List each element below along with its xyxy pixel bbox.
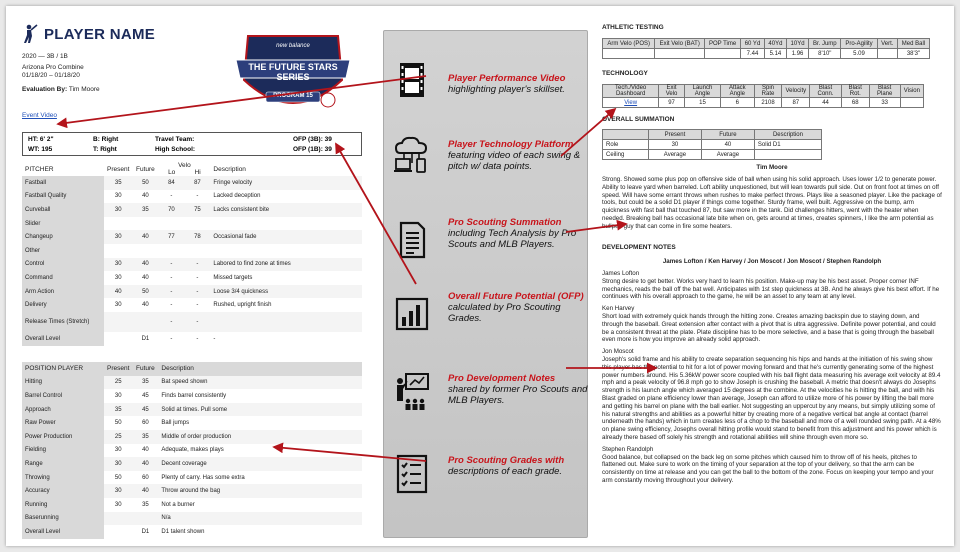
pitcher-row-velo-lo: 84 [158,176,184,190]
athletic-header: 40Yd [764,39,786,49]
evaluation-label: Evaluation By: [22,86,68,93]
future-stars-logo [228,30,358,122]
position-row-description: Not a burner [161,501,195,508]
overall-header [603,130,649,140]
pitcher-row-future: 50 [132,176,158,190]
overall-cell: Role [603,140,649,150]
pitcher-row-description: Labored to find zone at times [210,258,362,272]
pitcher-row [22,230,362,244]
pitcher-row-velo-lo: - [158,258,184,272]
position-row-future: 60 [142,420,149,427]
pitcher-row-description: Fringe velocity [210,176,362,190]
position-row-present: 25 [104,430,132,444]
overall-row [603,150,822,160]
evaluator-name: Tim Moore [68,86,100,93]
bats-value: B: Right [93,136,119,143]
position-row-description: Throw around the bag [158,484,362,498]
position-row-description: Finds barrel consistently [161,392,227,399]
technology-header: Blast Conn. [810,85,842,98]
position-row-label: Barrel Control [22,389,104,403]
presentation-icon [392,371,432,413]
pitcher-row-description: Lacks consistent bite [210,203,362,217]
pitcher-row-velo-lo: - [158,312,184,332]
pitcher-row-label: Changeup [22,230,104,244]
position-row-label: Hitting [22,376,104,390]
pitcher-row-description [210,312,362,332]
athletic-header: Vert. [877,39,897,49]
cloud-devices-icon [392,135,432,177]
position-row-present: 50 [114,420,122,427]
overall-header: Description [754,130,821,140]
pitcher-row-velo-hi: 75 [184,203,210,217]
position-row-future: D1 [141,528,150,535]
pitcher-grades-table [22,162,362,346]
overall-cell: Solid D1 [754,140,821,150]
position-row [22,389,362,403]
dev-note-text: Joseph's solid frame and his ability to create separation sequencing his hips and hands at the initiation of his swing show this player has the potential to hit for a lot of power moving forward and that he's currently generating some of the highest power numbers around. His 5.36kW power score coupled with his ball flight data measuring his average exit velocity at 89.4 mph and a peak velocity of 96.8 mph go to show Joseph is crushing the baseball. A metric that doesn't always do Josephs strength is his launch angle which averaged 15 degrees at the combine. At the velocities he is hitting the ball, and with his Blast graded on plane efficiency lower than average, Joseph can afford to utilize more of his power by lifting the ball more and getting his barrel on plane with the ball earlier. Not suggesting an uppercut by any means, but simply utilizing some of his natural strengths and abilities as a powerful hitter by creating more of a negative vertical bat angle at contact (barrel underneath the hands) which in turn creates less of a chop to the baseball and more of a well rounded swing path. At a 48% on plane swing efficiency, Josephs overall hitting profile would stand to benefit from this adjustment and his power which is already there based off solely his strength and rotational abilities will shine through even more so. [602,355,941,441]
pitcher-row-velo-hi: - [196,274,199,281]
position-row-label: Running [22,498,104,512]
position-row-description: D1 talent shown [161,528,205,535]
pitcher-row-description: Missed targets [213,274,253,281]
technology-value: 33 [869,98,900,108]
athletic-header: Exit Velo (BAT) [655,39,705,49]
film-icon [392,61,432,99]
pitcher-row-description: Lacked deception [213,193,261,200]
player-info-box [22,132,362,156]
pitcher-row-present: 30 [104,258,132,272]
pitcher-row-future [132,244,158,258]
position-row [22,498,362,512]
document-icon [392,221,432,259]
position-row-present [104,525,132,539]
athletic-value [705,49,741,59]
view-dashboard-link[interactable]: View [624,99,638,106]
event-name: Arizona Pro Combine [22,64,84,71]
pitcher-row-future: 50 [132,285,158,299]
athletic-value: 5.09 [841,49,877,59]
position-row-label: Accuracy [22,484,104,498]
position-row-label: Baserunning [22,512,104,526]
pitcher-row [22,258,362,272]
feature-technology [392,131,587,191]
overall-summation-table [602,129,822,160]
feature-technology-title: Player Technology Platform [448,139,574,150]
athletic-header: Arm Velo (POS) [603,39,655,49]
technology-value: 44 [810,98,842,108]
feature-video-title: Player Performance Video [448,73,566,84]
position-row-label: Overall Level [22,525,104,539]
athletic-header: 10Yd [787,39,809,49]
position-row [22,457,362,471]
feature-ofp-title: Overall Future Potential (OFP) [448,291,584,302]
position-row-description: Adequate, makes plays [161,447,224,454]
dev-note-text: Short load with extremely quick hands through the hitting zone. Creates amazing backspin due to staying down, and through the baseball. Great extension after contact with a pivot that is ultra aggressive. Definite power potential, and could be a consistent threat at the plate. Plate discipline has to be more selective, and a base that is going through the baseball even more is how you improve an already solid approach. [602,312,936,344]
pitcher-row-label: Arm Action [22,285,104,299]
pitcher-row-present [104,332,132,346]
technology-header: Tech./Video Dashboard [603,85,659,98]
dev-note-author: Jon Moscot [602,348,634,356]
feature-technology-body: featuring video of each swing & pitch w/ data points. [448,150,581,172]
pitcher-row-label: Fastball [22,176,104,190]
position-row-present: 25 [104,376,132,390]
pitcher-header-label: PITCHER [25,165,54,173]
pitcher-row [22,176,362,190]
pitcher-header-velo: Velo [178,162,191,169]
pitcher-row [22,203,362,217]
position-row-description: Plenty of carry. Has some extra [161,474,245,481]
position-row-present: 50 [114,474,122,481]
pitcher-row-velo-hi: - [184,312,210,332]
technology-title: TECHNOLOGY [602,70,648,77]
development-notes-title: DEVELOPMENT NOTES [602,244,676,251]
position-row-future [132,512,158,526]
pitcher-row-present: 30 [104,203,132,217]
feature-video [392,59,587,105]
position-row [22,484,362,498]
position-row-future: 40 [142,447,149,454]
technology-value [900,98,923,108]
pitcher-row-description: Rushed, upright finish [213,302,272,309]
position-row-label: Power Production [22,430,104,444]
athletic-value: 5.14 [764,49,786,59]
pitcher-row [22,312,362,332]
pitcher-row-velo-hi [184,217,210,231]
bar-chart-icon [392,295,432,333]
position-row-description: Middle of order production [158,430,362,444]
development-authors: James Lofton / Ken Harvey / Jon Moscot / Jon Moscot / Stephen Randolph [662,258,882,265]
position-row-present: 30 [104,457,132,471]
pitcher-row-label: Other [22,244,104,258]
pitcher-row-velo-hi: - [184,285,210,299]
pitcher-row-label: Release Times (Stretch) [22,312,104,332]
feature-video-body: highlighting player's skillset. [448,84,565,95]
pitcher-header-description: Description [213,165,246,173]
position-row-label: Fielding [22,444,104,458]
athletic-testing-table [602,38,930,59]
pitcher-row-future: 40 [132,230,158,244]
pitcher-row-velo-hi: 78 [184,230,210,244]
position-row [22,471,362,485]
pitcher-row-velo-hi: - [196,193,199,200]
dev-note-text: Strong desire to get better. Works very hard to learn his position. Make-up may be his best asset. Proper corner INF mechanics, reads the ball off the bat well. Anticipates with 1st step quickness at 3B. And he always give his best effort. If he continues with his overall approach to the game, he will be an asset to any team at any level. [602,277,940,301]
athletic-value: 8'10" [809,49,841,59]
pitcher-row [22,244,362,258]
feature-summation-title: Pro Scouting Summation [448,217,562,228]
pitcher-row-present: 30 [114,193,122,200]
technology-value: 15 [684,98,720,108]
pitcher-row-future: 40 [142,193,149,200]
pitcher-row-description [210,217,362,231]
technology-header: Vision [900,85,923,98]
pitcher-row-description: Loose 3/4 quickness [210,285,362,299]
feature-ofp-body: calculated by Pro Scouting Grades. [448,302,561,324]
athletic-header: POP Time [705,39,741,49]
position-row-future: 35 [132,376,158,390]
athletic-value [877,49,897,59]
overall-cell: Ceiling [603,150,649,160]
position-header-label: POSITION PLAYER [22,362,104,376]
pitcher-row-label: Control [22,258,104,272]
overall-cell: 30 [648,140,701,150]
pitcher-row-velo-lo: - [170,274,173,281]
year-position: 2020 — 3B / 1B [22,53,68,60]
pitcher-row-velo-lo: - [170,335,173,342]
position-row [22,430,362,444]
position-row-description: Solid at times. Pull some [158,403,362,417]
event-dates: 01/18/20 – 01/18/20 [22,72,80,79]
overall-header-row [603,130,822,140]
pitcher-row-future [132,217,158,231]
pitcher-row-description: - [213,335,216,342]
pitcher-row-future: 40 [142,302,149,309]
batter-silhouette-icon [22,24,38,44]
position-row-future: 35 [142,501,149,508]
summary-author: Tim Moore [756,164,788,171]
athletic-testing-title: ATHLETIC TESTING [602,24,664,31]
logo-brand: new balance [276,43,310,49]
position-row [22,444,362,458]
athletic-value: 38'3" [897,49,929,59]
position-row [22,525,362,539]
position-row-present: 35 [104,403,132,417]
pitcher-row [22,190,362,204]
pitcher-row-velo-lo [158,244,184,258]
pitcher-row-label: Command [22,271,104,285]
pitcher-row-present: 30 [114,274,122,281]
feature-summation [392,209,587,279]
pitcher-row-label: Curveball [22,203,104,217]
pitcher-row-label: Slider [22,217,104,231]
dev-note-author: Stephen Randolph [602,445,654,453]
feature-development [392,371,587,431]
weight-value: WT: 195 [28,146,53,153]
position-header-present: Present [104,362,132,376]
position-row-present: 30 [114,392,122,399]
throws-value: T: Right [93,146,117,153]
pitcher-row-present: 30 [104,230,132,244]
logo-title: THE FUTURE STARS SERIES [248,62,338,82]
feature-summation-body: including Tech Analysis by Pro Scouts and MLB Players. [448,228,577,250]
feature-development-title: Pro Development Notes [448,373,556,384]
position-row-future: 35 [132,430,158,444]
position-row-description: N/a [158,512,362,526]
position-row-label: Raw Power [22,416,104,430]
player-name: PLAYER NAME [44,25,156,43]
athletic-value: 1.96 [787,49,809,59]
pitcher-row [22,285,362,299]
pitcher-row-present [104,312,132,332]
pitcher-header-hi: Hi [194,169,201,176]
pitcher-row-present: 35 [104,176,132,190]
technology-value: 87 [782,98,810,108]
technology-table [602,84,924,108]
dev-note-author: James Lofton [602,270,640,277]
technology-value: 68 [841,98,869,108]
position-header-description: Description [158,362,362,376]
technology-view-cell [603,98,659,108]
athletic-header: 60 Yd [741,39,765,49]
position-row-label: Range [22,457,104,471]
overall-cell: Average [701,150,754,160]
pitcher-row-future: 40 [132,258,158,272]
athletic-value [603,49,655,59]
pitcher-row-present: 40 [104,285,132,299]
overall-header: Future [701,130,754,140]
pitcher-row-velo-lo: - [170,193,173,200]
position-row-label: Approach [22,403,104,417]
pitcher-header-present: Present [107,165,130,173]
pitcher-row-present: 30 [114,302,122,309]
summary-text: Strong. Showed some plus pop on offensive side of ball when using his solid approach. Uses lower 1/2 to generate power. Ability to leave yard when barreled. Loft ability unquestioned, but will lean towards pull side. Out on front foot at times on off speed. Will have some errant throws when rushes to make perfect throws. Plays like a seasoned player. Like the package of tools, but could be a solid D1 player if things come together. Sturdy frame, well built. Aggressive on the bump, arm quickness with fast ball that touched 87, but saw more in the tank. Did challenges hitters, went with the heater when needed. Breaking ball has occasional late bite when on, gets around at times, creates spinners, I like the arm potential as bullpen guy that can come in fire some heaters. [602,176,942,230]
technology-header: Exit Velo [659,85,684,98]
logo-program: PROGRAM 15 [273,93,313,99]
pitcher-row-velo-hi: - [184,258,210,272]
overall-cell: 40 [701,140,754,150]
dev-note-text: Good balance, but collapsed on the back leg on some pitches which caused him to throw off of his heels, pitches to flattened out. Make sure to work on the timing of your separation at the top of your delivery, so that the arm can be consistently on time at release and you can get the ball to the bottom of the zone. Focus on keeping your tempo and your arm constantly moving throughout your delivery. [602,453,934,484]
pitcher-row [22,271,362,285]
feature-development-body: shared by former Pro Scouts and MLB Players. [448,384,588,406]
pitcher-row-velo-lo: - [170,302,173,309]
pitcher-row-velo-hi: 87 [184,176,210,190]
pitcher-row-label: Delivery [22,298,104,312]
position-row-future: 45 [142,392,149,399]
position-row-description: Decent coverage [158,457,362,471]
pitcher-row-label: Overall Level [22,332,104,346]
position-row-future: 40 [132,457,158,471]
position-row [22,403,362,417]
feature-grades-title: Pro Scouting Grades with [448,455,565,466]
overall-cell: Average [648,150,701,160]
position-row-future: 60 [142,474,149,481]
pitcher-header-future: Future [136,165,155,173]
high-school-label: High School: [155,146,196,153]
position-row-present: 30 [104,484,132,498]
pitcher-row-label: Fastball Quality [22,190,104,204]
pitcher-row-velo-lo: 70 [158,203,184,217]
athletic-header: Br. Jump [809,39,841,49]
technology-header: Spin Rate [754,85,782,98]
feature-grades [392,445,587,505]
pitcher-row-future [132,312,158,332]
overall-header: Present [648,130,701,140]
overall-cell [754,150,821,160]
position-row-future: 40 [132,484,158,498]
ofp-3b: OFP (3B): 39 [293,136,332,143]
pitcher-row-description: Occasional fade [210,230,362,244]
pitcher-row-velo-lo: 77 [158,230,184,244]
position-row-description: Ball jumps [161,420,190,427]
position-grades-table [22,362,362,539]
technology-header: Launch Angle [684,85,720,98]
pitcher-row-velo-lo [158,217,184,231]
checklist-icon [392,453,432,495]
technology-header: Blast Plane [869,85,900,98]
development-notes [602,270,942,485]
athletic-value [655,49,705,59]
pitcher-row-velo-hi: - [196,335,199,342]
pitcher-row-future: 35 [132,203,158,217]
athletic-header: Med Ball [897,39,929,49]
overall-summation-title: OVERALL SUMMATION [602,116,675,123]
position-row-label: Throwing [22,471,104,485]
feature-grades-body: descriptions of each grade. [448,466,563,477]
technology-value: 6 [721,98,754,108]
technology-header: Velocity [782,85,810,98]
position-row [22,416,362,430]
pitcher-row [22,332,362,346]
athletic-value: 7.44 [741,49,765,59]
feature-panel [383,30,588,538]
athletic-header: Pro-Agility [841,39,877,49]
position-row [22,512,362,526]
technology-value: 2108 [754,98,782,108]
position-header-future: Future [132,362,158,376]
pitcher-row-velo-lo: - [158,285,184,299]
ofp-1b: OFP (1B): 39 [293,146,332,153]
position-row-description: Bat speed shown [158,376,362,390]
pitcher-row-present [104,217,132,231]
position-row-present [104,512,132,526]
position-row-present: 30 [114,501,122,508]
pitcher-header-lo: Lo [168,169,176,176]
height-value: HT: 6' 2" [28,136,54,143]
feature-ofp [392,293,587,353]
pitcher-row-description [210,244,362,258]
pitcher-row [22,217,362,231]
technology-header: Attack Angle [721,85,754,98]
pitcher-row-future: D1 [141,335,150,342]
event-video-link[interactable]: Event Video [22,112,57,119]
technology-header: Blast Rot. [841,85,869,98]
dev-note-author: Ken Harvey [602,305,635,313]
position-row-present: 30 [114,447,122,454]
pitcher-row-future: 40 [142,274,149,281]
travel-team-label: Travel Team: [155,136,195,143]
overall-row [603,140,822,150]
pitcher-row [22,298,362,312]
position-row [22,376,362,390]
scouting-report-sheet [6,6,954,546]
position-row-future: 45 [132,403,158,417]
pitcher-row-velo-hi: - [196,302,199,309]
technology-value: 97 [659,98,684,108]
pitcher-row-velo-hi [184,244,210,258]
pitcher-row-present [104,244,132,258]
